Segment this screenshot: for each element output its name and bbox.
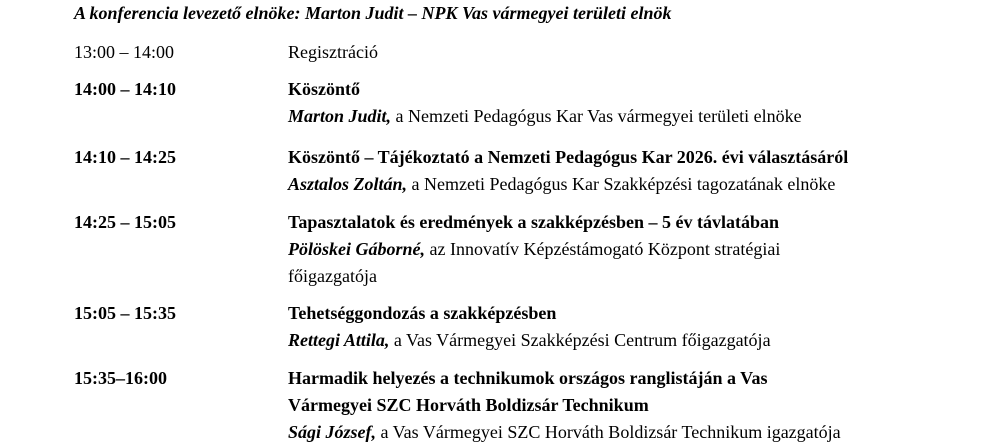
agenda-title: Tehetséggondozás a szakképzésben	[288, 303, 557, 323]
speaker-role: az Innovatív Képzéstámogató Központ stratégiai	[425, 239, 781, 259]
agenda-speaker	[288, 105, 994, 127]
agenda-time: 15:35–16:00	[74, 368, 167, 388]
agenda-content	[288, 41, 994, 68]
agenda-time: 13:00 – 14:00	[74, 42, 175, 62]
agenda-content	[288, 367, 994, 448]
agenda-content	[288, 78, 994, 132]
speaker-name: Asztalos Zoltán,	[288, 174, 408, 194]
agenda-title: Köszöntő – Tájékoztató a Nemzeti Pedagógus Kar 2026. évi választásáról	[288, 147, 849, 167]
agenda-title: Köszöntő	[288, 79, 360, 99]
agenda-speaker-continued: főigazgatója	[288, 266, 377, 286]
agenda-speaker	[288, 238, 994, 260]
speaker-name: Pölöskei Gáborné,	[288, 239, 425, 259]
agenda-title: Regisztráció	[288, 42, 378, 62]
agenda-title: Harmadik helyezés a technikumok országos ranglistáján a Vas	[288, 368, 768, 388]
agenda-time: 14:10 – 14:25	[74, 147, 176, 167]
agenda-time: 14:25 – 15:05	[74, 212, 176, 232]
speaker-role: a Vas Vármegyei SZC Horváth Boldizsár Technikum igazgatója	[376, 422, 841, 442]
speaker-role: a Nemzeti Pedagógus Kar Vas vármegyei területi elnöke	[391, 106, 802, 126]
agenda-speaker	[288, 329, 994, 351]
agenda-speaker	[288, 421, 994, 443]
agenda-title: Tapasztalatok és eredmények a szakképzésben – 5 év távlatában	[288, 212, 780, 232]
agenda-time: 14:00 – 14:10	[74, 79, 176, 99]
agenda-speaker	[288, 173, 994, 195]
agenda-title-continued: Vármegyei SZC Horváth Boldizsár Technikum	[288, 395, 649, 415]
speaker-name: Sági József,	[288, 422, 377, 442]
agenda-content	[288, 302, 994, 356]
agenda-time: 15:05 – 15:35	[74, 303, 176, 323]
speaker-name: Rettegi Attila,	[288, 330, 390, 350]
agenda-content	[288, 211, 994, 292]
agenda-content	[288, 146, 994, 200]
speaker-name: Marton Judit,	[288, 106, 392, 126]
speaker-role: a Vas Vármegyei Szakképzési Centrum főigazgatója	[389, 330, 771, 350]
chairperson-header: A konferencia levezető elnöke: Marton Judit – NPK Vas vármegyei területi elnök	[74, 3, 672, 23]
speaker-role: a Nemzeti Pedagógus Kar Szakképzési tagozatának elnöke	[407, 174, 836, 194]
